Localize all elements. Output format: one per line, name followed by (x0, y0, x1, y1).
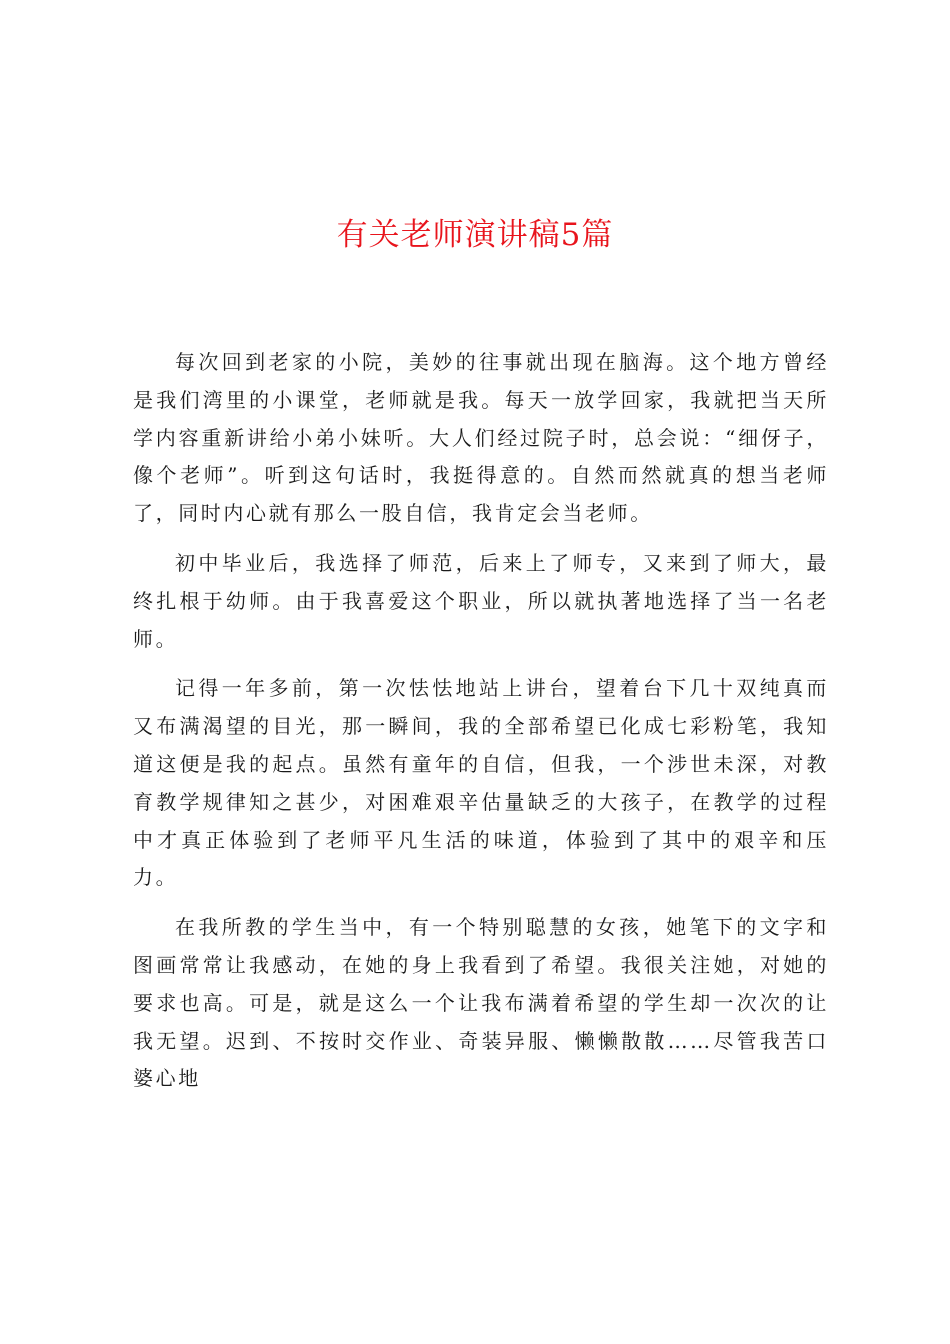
paragraph: 每次回到老家的小院，美妙的往事就出现在脑海。这个地方曾经是我们湾里的小课堂，老师就是我。每天一放学回家，我就把当天所学内容重新讲给小弟小妹听。大人们经过院子时，总会说：“细伢子，像个老师”。听到这句话时，我挺得意的。自然而然就真的想当老师了，同时内心就有那么一股自信，我肯定会当老师。 (133, 350, 829, 526)
paragraph: 初中毕业后，我选择了师范，后来上了师专，又来到了师大，最终扎根于幼师。由于我喜爱这个职业，所以就执著地选择了当一名老师。 (133, 550, 829, 651)
paragraph: 记得一年多前，第一次怯怯地站上讲台，望着台下几十双纯真而又布满渴望的目光，那一瞬间，我的全部希望已化成七彩粉笔，我知道这便是我的起点。虽然有童年的自信，但我，一个涉世未深，对教育教学规律知之甚少，对困难艰辛估量缺乏的大孩子，在教学的过程中才真正体验到了老师平凡生活的味道，体验到了其中的艰辛和压力。 (133, 676, 829, 890)
paragraph: 在我所教的学生当中，有一个特别聪慧的女孩，她笔下的文字和图画常常让我感动，在她的身上我看到了希望。我很关注她，对她的要求也高。可是，就是这么一个让我布满着希望的学生却一次次的让我无望。迟到、不按时交作业、奇装异服、懒懒散散……尽管我苦口婆心地 (133, 915, 829, 1091)
document-body (133, 344, 829, 1110)
document-title: 有关老师演讲稿5篇 (336, 217, 614, 253)
